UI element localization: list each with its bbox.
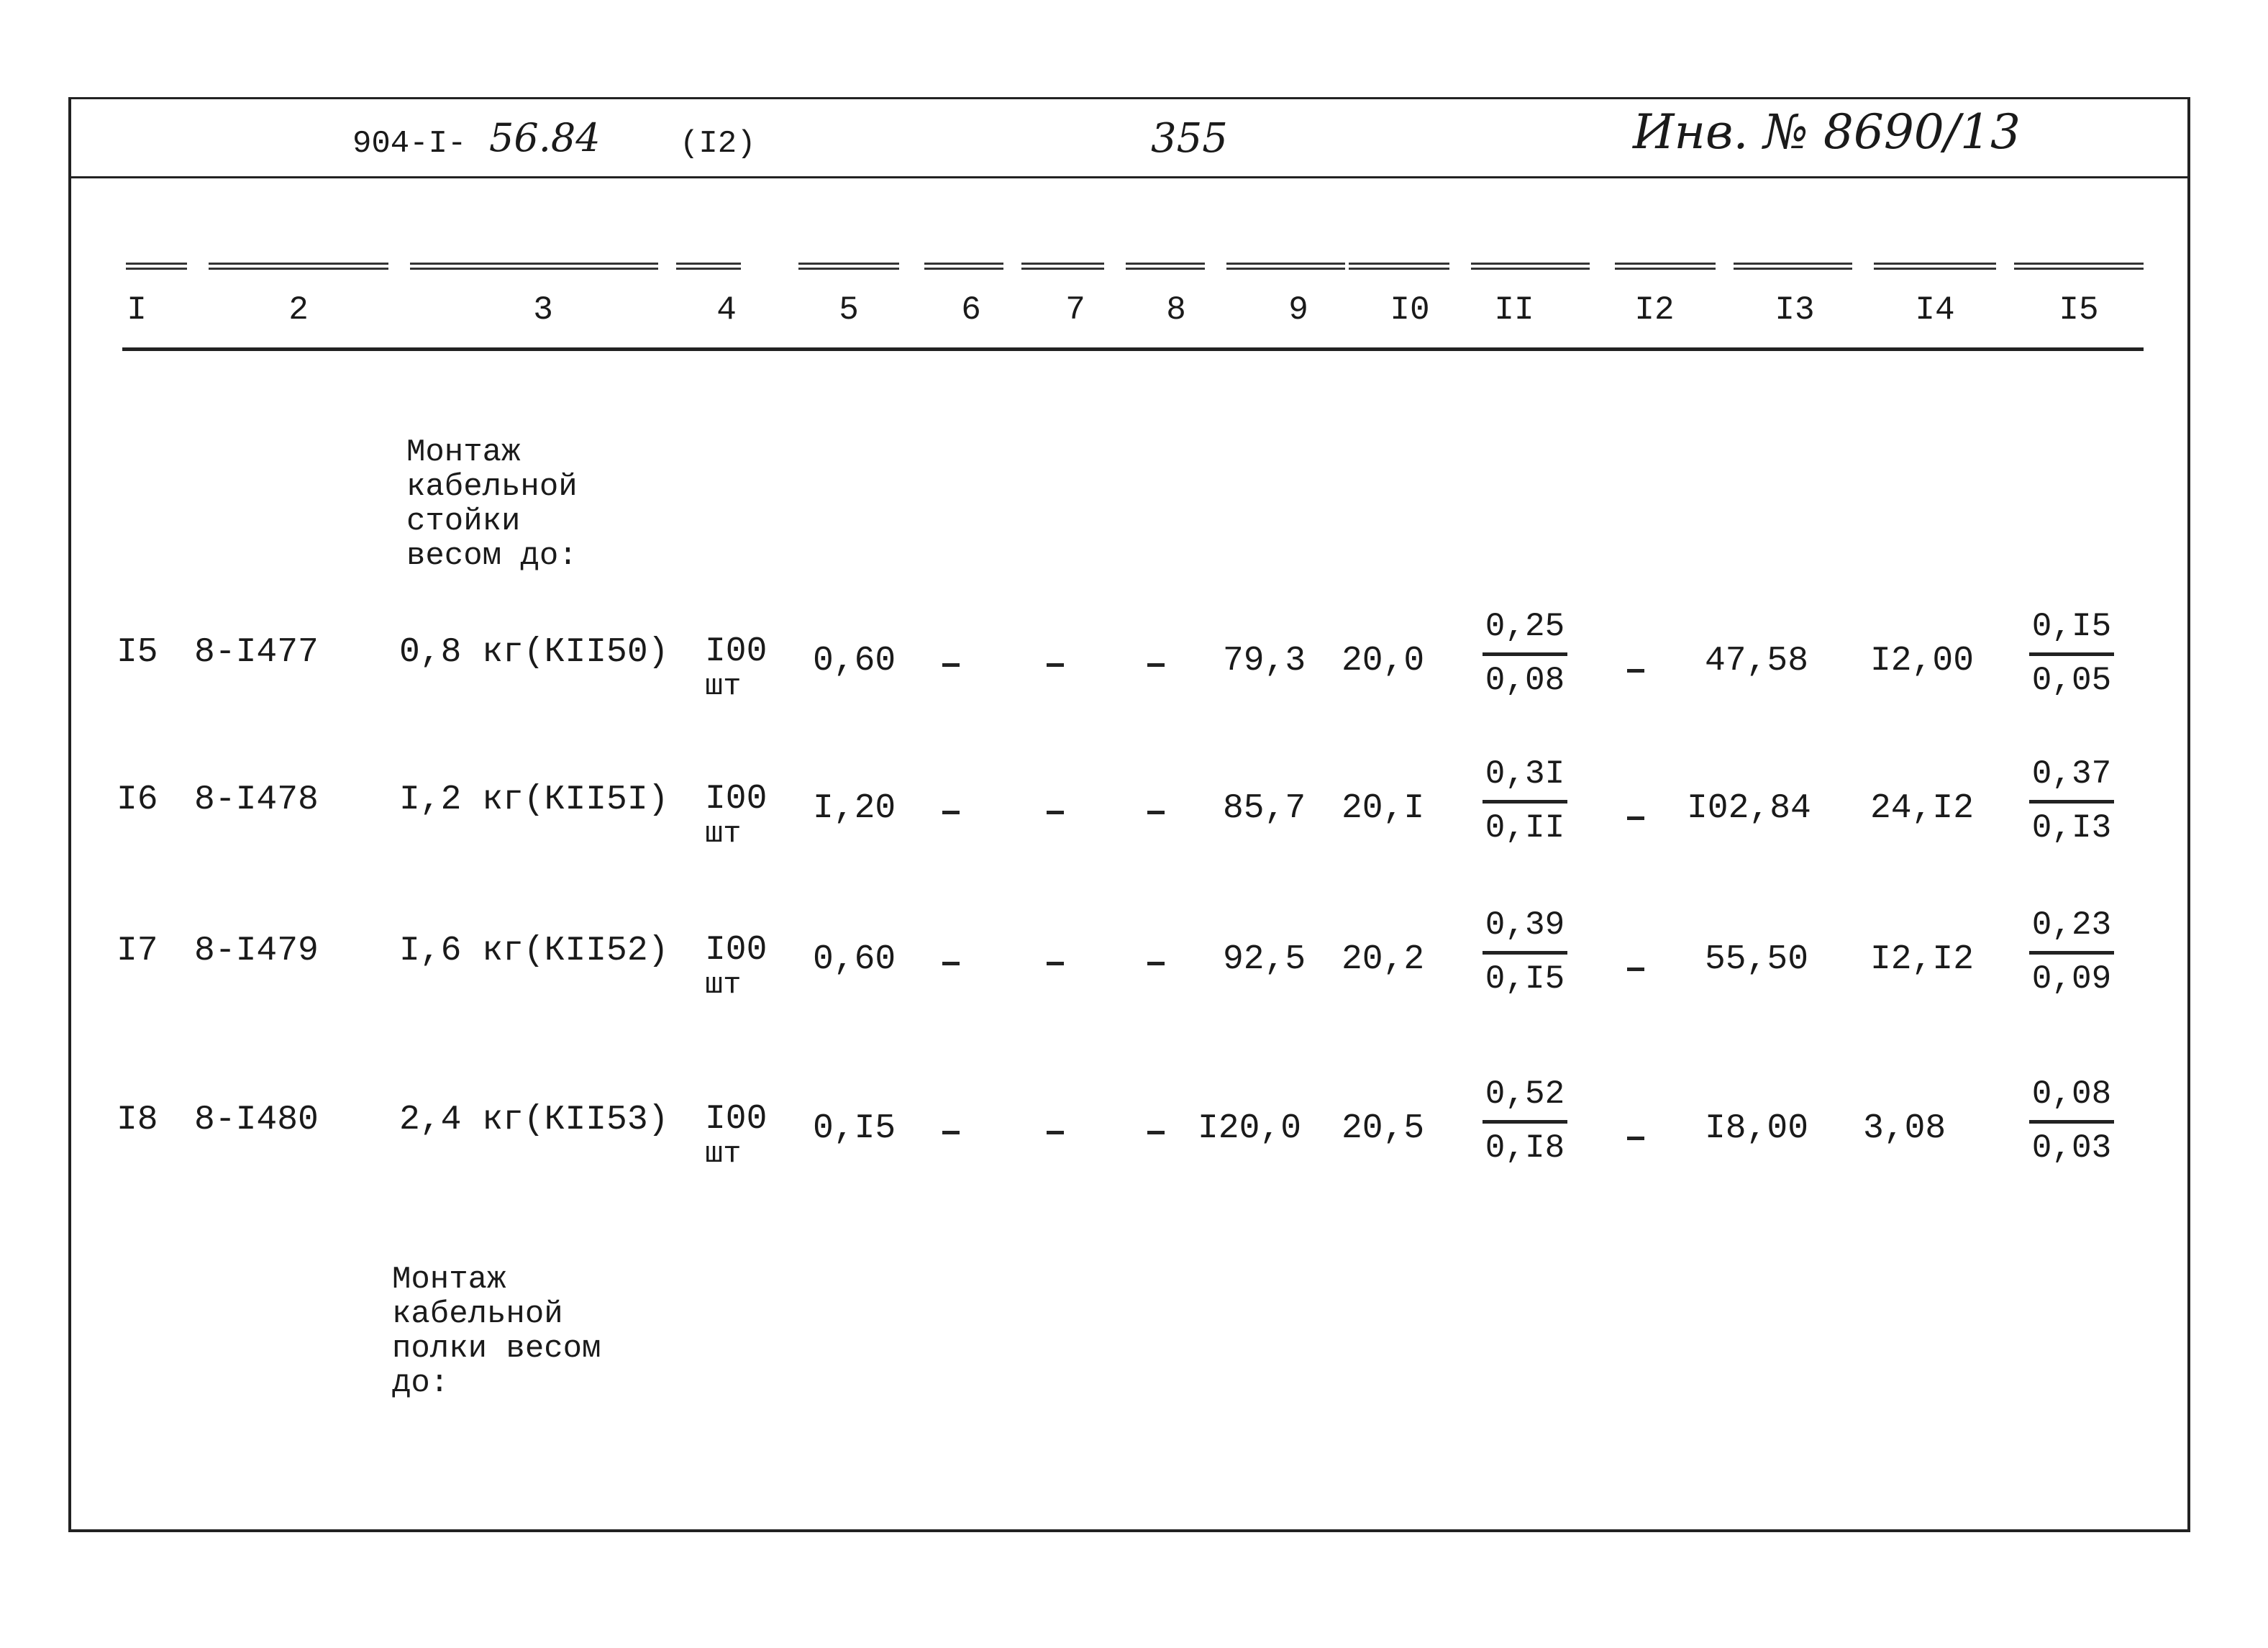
column-number: 3 <box>533 291 553 329</box>
row-number: I5 <box>117 633 158 672</box>
column-rule-3 <box>410 263 658 270</box>
col5-value: 0,I5 <box>813 1109 896 1148</box>
empty-dash <box>1147 663 1165 667</box>
col10-value: 20,5 <box>1342 1109 1425 1148</box>
row-code: 8-I480 <box>194 1101 319 1139</box>
fraction-bar <box>2029 800 2114 803</box>
unit-quantity: I00 <box>705 780 768 819</box>
col9-value: 79,3 <box>1223 642 1306 680</box>
row-code: 8-I479 <box>194 932 319 970</box>
col13-value: I02,84 <box>1687 789 1811 828</box>
column-rule-5 <box>798 263 899 270</box>
col10-value: 20,I <box>1342 789 1425 828</box>
section-title-cable-stand: Монтаж кабельной стойки весом до: <box>406 434 578 574</box>
empty-dash <box>1047 811 1064 814</box>
col10-value: 20,2 <box>1342 940 1425 979</box>
col15-fraction <box>2025 608 2118 704</box>
unit-label: шт <box>705 669 742 704</box>
col11-fraction <box>1478 1075 1572 1171</box>
fraction-denominator: 0,03 <box>2031 1129 2112 1167</box>
fraction-denominator: 0,I5 <box>1485 960 1565 998</box>
column-rule-14 <box>1874 263 1996 270</box>
unit-label: шт <box>705 1137 742 1171</box>
empty-dash <box>1627 669 1644 673</box>
fraction-denominator: 0,05 <box>2031 662 2112 699</box>
col15-fraction <box>2025 1075 2118 1171</box>
column-number: I <box>127 291 147 329</box>
row-number: I6 <box>117 780 158 819</box>
column-number: II <box>1494 291 1534 329</box>
empty-dash <box>1047 1131 1064 1134</box>
column-rule-4 <box>676 263 741 270</box>
col5-value: I,20 <box>813 789 896 828</box>
col9-value: 92,5 <box>1223 940 1306 979</box>
header-rule <box>68 176 2190 178</box>
column-rule-12 <box>1615 263 1716 270</box>
row-name: 2,4 кг(КII53) <box>399 1101 669 1139</box>
unit-label: шт <box>705 816 742 851</box>
col5-value: 0,60 <box>813 642 896 680</box>
fraction-bar <box>2029 652 2114 656</box>
column-number: I5 <box>2059 291 2099 329</box>
col14-value: I2,00 <box>1870 642 1975 680</box>
unit-quantity: I00 <box>705 632 768 671</box>
col14-value: 3,08 <box>1863 1109 1946 1148</box>
row-unit <box>705 1101 767 1170</box>
column-number: I3 <box>1775 291 1815 329</box>
column-number: 5 <box>839 291 859 329</box>
doc-code-prefix: 904-I- <box>352 126 467 162</box>
column-rule-11 <box>1471 263 1590 270</box>
row-number: I7 <box>117 932 158 970</box>
empty-dash <box>942 811 960 814</box>
column-rule-15 <box>2014 263 2144 270</box>
unit-label: шт <box>705 968 742 1002</box>
row-unit <box>705 932 767 1001</box>
empty-dash <box>1047 962 1064 965</box>
column-rule-1 <box>126 263 187 270</box>
row-unit <box>705 780 767 850</box>
col9-value: I20,0 <box>1198 1109 1302 1148</box>
fraction-numerator: 0,08 <box>2031 1075 2112 1113</box>
col15-fraction <box>2025 755 2118 851</box>
empty-dash <box>942 663 960 667</box>
page-number: 355 <box>1151 115 1228 162</box>
unit-quantity: I00 <box>705 931 768 970</box>
fraction-numerator: 0,I5 <box>2031 608 2112 645</box>
column-rule-10 <box>1349 263 1449 270</box>
empty-dash <box>1147 1131 1165 1134</box>
col13-value: I8,00 <box>1705 1109 1809 1148</box>
column-rule-8 <box>1126 263 1205 270</box>
fraction-numerator: 0,37 <box>2031 755 2112 793</box>
column-number: 6 <box>961 291 981 329</box>
row-name: I,6 кг(КII52) <box>399 932 669 970</box>
fraction-numerator: 0,52 <box>1485 1075 1565 1113</box>
column-number: 4 <box>716 291 737 329</box>
row-unit <box>705 633 767 702</box>
fraction-denominator: 0,09 <box>2031 960 2112 998</box>
col11-fraction <box>1478 608 1572 704</box>
doc-code-suffix: (I2) <box>680 126 756 162</box>
column-rule-13 <box>1734 263 1852 270</box>
col14-value: I2,I2 <box>1870 940 1975 979</box>
row-code: 8-I477 <box>194 633 319 672</box>
row-name: I,2 кг(КII5I) <box>399 780 669 819</box>
column-number: 9 <box>1288 291 1308 329</box>
unit-quantity: I00 <box>705 1100 768 1139</box>
column-rule-2 <box>209 263 388 270</box>
fraction-bar <box>1483 800 1567 803</box>
row-code: 8-I478 <box>194 780 319 819</box>
column-rule-9 <box>1226 263 1345 270</box>
column-number: 7 <box>1065 291 1085 329</box>
empty-dash <box>1627 1137 1644 1140</box>
fraction-bar <box>1483 652 1567 656</box>
fraction-denominator: 0,I8 <box>1485 1129 1565 1167</box>
inventory-number: Инв. № 8690/13 <box>1633 104 2021 160</box>
fraction-numerator: 0,23 <box>2031 906 2112 944</box>
fraction-numerator: 0,3I <box>1485 755 1565 793</box>
empty-dash <box>942 962 960 965</box>
column-number: I0 <box>1390 291 1430 329</box>
doc-code-handwritten: 56.84 <box>489 115 601 160</box>
fraction-numerator: 0,25 <box>1485 608 1565 645</box>
column-number: 8 <box>1166 291 1186 329</box>
column-rule-6 <box>924 263 1003 270</box>
row-number: I8 <box>117 1101 158 1139</box>
col14-value: 24,I2 <box>1870 789 1975 828</box>
fraction-numerator: 0,39 <box>1485 906 1565 944</box>
column-rule-7 <box>1021 263 1104 270</box>
empty-dash <box>1627 968 1644 971</box>
column-number: 2 <box>288 291 309 329</box>
col13-value: 55,50 <box>1705 940 1809 979</box>
col10-value: 20,0 <box>1342 642 1425 680</box>
empty-dash <box>1147 962 1165 965</box>
row-name: 0,8 кг(КII50) <box>399 633 669 672</box>
empty-dash <box>1147 811 1165 814</box>
column-number: I4 <box>1915 291 1955 329</box>
fraction-bar <box>1483 1120 1567 1124</box>
fraction-denominator: 0,08 <box>1485 662 1565 699</box>
empty-dash <box>942 1131 960 1134</box>
col11-fraction <box>1478 755 1572 851</box>
column-number: I2 <box>1634 291 1675 329</box>
col5-value: 0,60 <box>813 940 896 979</box>
empty-dash <box>1047 663 1064 667</box>
column-header-underline <box>122 347 2144 351</box>
section-title-cable-shelf: Монтаж кабельной полки весом до: <box>392 1262 601 1401</box>
fraction-denominator: 0,II <box>1485 809 1565 847</box>
col13-value: 47,58 <box>1705 642 1809 680</box>
fraction-denominator: 0,I3 <box>2031 809 2112 847</box>
empty-dash <box>1627 816 1644 820</box>
col11-fraction <box>1478 906 1572 1002</box>
col15-fraction <box>2025 906 2118 1002</box>
col9-value: 85,7 <box>1223 789 1306 828</box>
fraction-bar <box>2029 1120 2114 1124</box>
fraction-bar <box>2029 951 2114 955</box>
fraction-bar <box>1483 951 1567 955</box>
